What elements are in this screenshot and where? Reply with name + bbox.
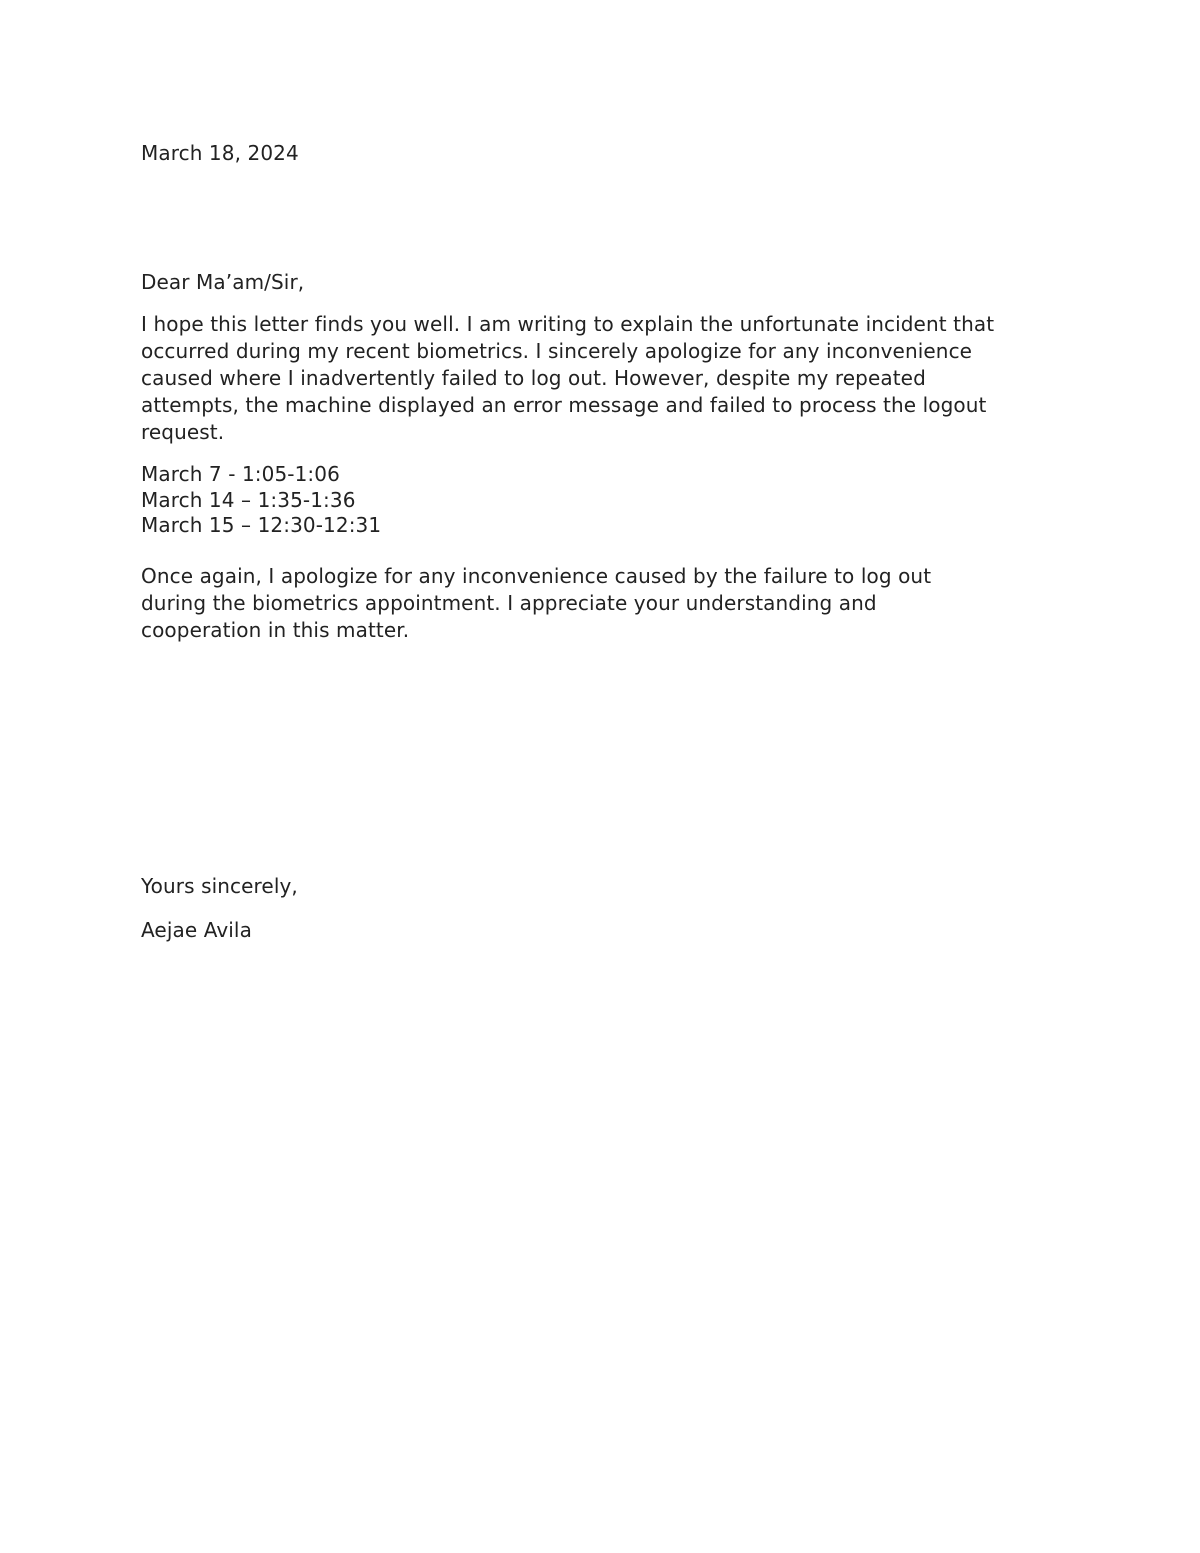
paragraph-line: I hope this letter finds you well. I am writing to explain the unfortunate incident that [141,312,995,336]
letter-greeting: Dear Ma’am/Sir, [141,270,305,294]
time-entry-list [141,462,1071,539]
letter-closing: Yours sincerely, [141,874,298,898]
letter-paragraph-1 [141,311,1071,446]
paragraph-line: attempts, the machine displayed an error message and failed to process the logout [141,393,987,417]
paragraph-line: cooperation in this matter. [141,618,410,642]
paragraph-line: Once again, I apologize for any inconvenience caused by the failure to log out [141,564,932,588]
paragraph-line: request. [141,420,225,444]
paragraph-line: during the biometrics appointment. I appreciate your understanding and [141,591,877,615]
letter-signature-name: Aejae Avila [141,918,252,942]
time-entry: March 15 – 12:30-12:31 [141,513,382,537]
time-entry: March 14 – 1:35-1:36 [141,487,356,512]
time-entry: March 7 - 1:05-1:06 [141,462,340,486]
letter-date: March 18, 2024 [141,141,299,165]
paragraph-line: occurred during my recent biometrics. I sincerely apologize for any inconvenience [141,339,973,363]
paragraph-line: caused where I inadvertently failed to log out. However, despite my repeated [141,366,926,390]
letter-paragraph-2 [141,563,1071,644]
